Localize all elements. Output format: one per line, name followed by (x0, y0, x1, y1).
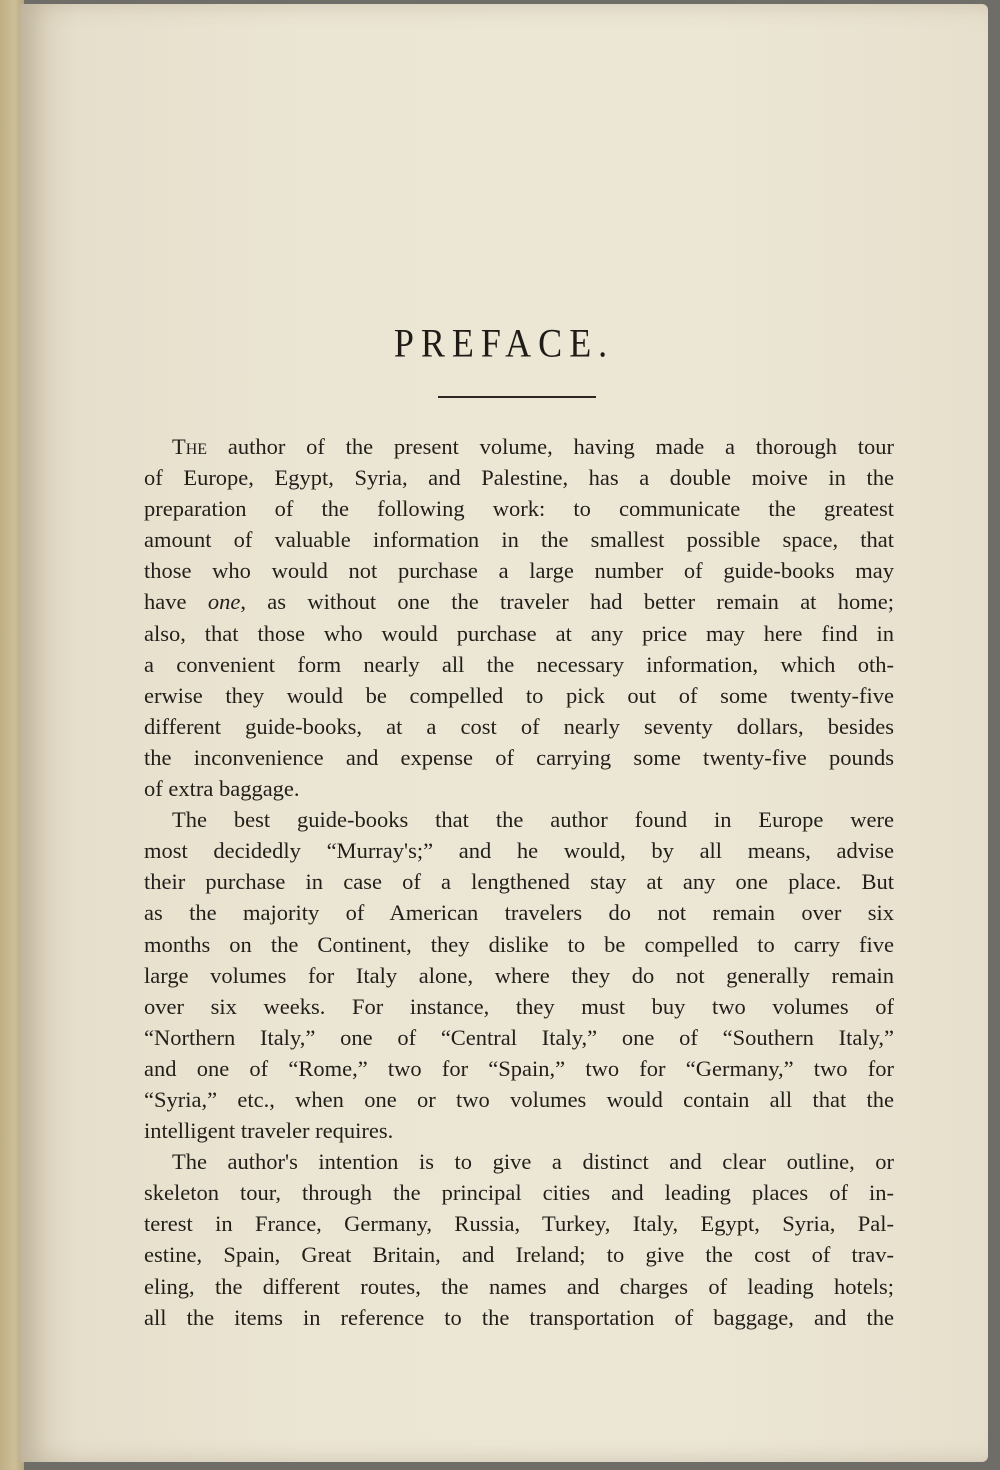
paragraph-line: preparation of the following work: to communicate the greatest (144, 496, 894, 522)
paragraph-line: estine, Spain, Great Britain, and Ireland; to give the cost of trav- (144, 1242, 894, 1268)
paragraph-line: “Syria,” etc., when one or two volumes would contain all that the (144, 1086, 894, 1112)
paragraph-line: of extra baggage. (144, 776, 300, 802)
paragraph-line: The author of the present volume, having made a thorough tour (172, 434, 894, 459)
paragraph-line: skeleton tour, through the principal cities and leading places of in- (144, 1180, 894, 1206)
preface-body (144, 431, 894, 1333)
paragraph-line: erwise they would be compelled to pick out of some twenty-five (144, 682, 894, 708)
paragraph-line: their purchase in case of a lengthened stay at any one place. But (144, 869, 894, 895)
paragraph-line: intelligent traveler requires. (144, 1118, 394, 1144)
paragraph-line: large volumes for Italy alone, where they do not generally remain (144, 962, 894, 988)
paragraph-line: a convenient form nearly all the necessary information, which oth- (144, 651, 894, 677)
paragraph-line: The best guide-books that the author found in Europe were (172, 807, 894, 833)
paragraph-line: of Europe, Egypt, Syria, and Palestine, has a double moive in the (144, 465, 894, 491)
paragraph-line: “Northern Italy,” one of “Central Italy,” one of “Southern Italy,” (144, 1024, 894, 1050)
paragraph-line: those who would not purchase a large number of guide-books may (144, 558, 894, 584)
paragraph-line: the inconvenience and expense of carrying some twenty-five pounds (144, 744, 894, 770)
paragraph-line: and one of “Rome,” two for “Spain,” two for “Germany,” two for (144, 1055, 894, 1081)
page-title: PREFACE. (393, 320, 615, 366)
paragraph-line: most decidedly “Murray's;” and he would, by all means, advise (144, 838, 894, 864)
paragraph-line: The author's intention is to give a distinct and clear outline, or (172, 1149, 894, 1175)
paragraph-line: different guide-books, at a cost of nearly seventy dollars, besides (144, 713, 894, 739)
paragraph-line: terest in France, Germany, Russia, Turkey, Italy, Egypt, Syria, Pal- (144, 1211, 894, 1237)
paragraph-line: also, that those who would purchase at any price may here find in (144, 620, 894, 646)
paragraph-line: months on the Continent, they dislike to be compelled to carry five (144, 931, 894, 957)
title-divider-rule (438, 396, 596, 398)
paragraph-line: have one, as without one the traveler had better remain at home; (144, 589, 894, 615)
paragraph-line: as the majority of American travelers do not remain over six (144, 900, 894, 926)
paragraph-line: eling, the different routes, the names and charges of leading hotels; (144, 1273, 894, 1299)
paragraph-line: amount of valuable information in the smallest possible space, that (144, 527, 894, 553)
paragraph-line: over six weeks. For instance, they must buy two volumes of (144, 993, 894, 1019)
paragraph-line: all the items in reference to the transportation of baggage, and the (144, 1304, 894, 1330)
